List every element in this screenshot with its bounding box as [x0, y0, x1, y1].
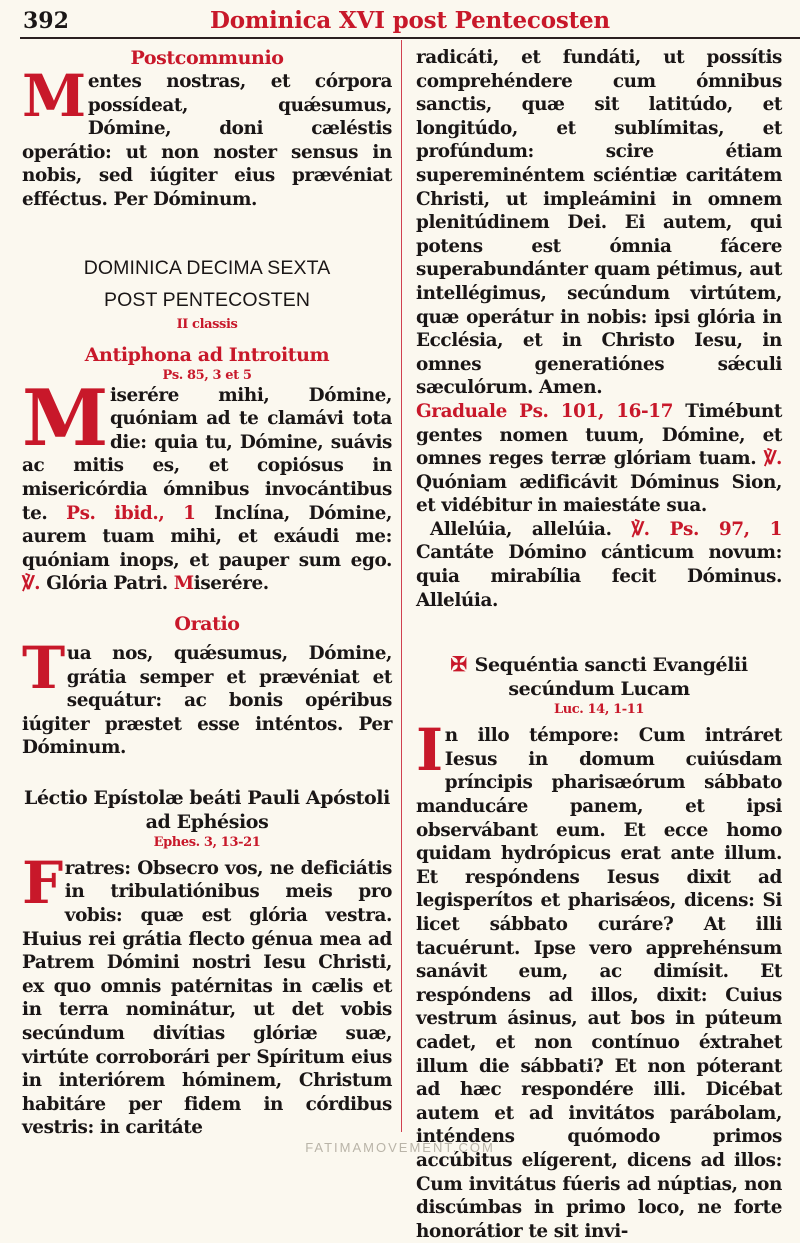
right-column [416, 46, 782, 1243]
evangelium-text: In illo témpore: Cum intráret Iesus in domum cuiúsdam príncipis pharisæórum sábbato manducáre panem, et ipsi observábant eum. Et ecce homo quidam hydrópicus erat ante illum. Et respóndens Iesus dixit ad legisperítos et pharisǽos, dicens: Si licet sábbato curáre? At illi tacuérunt. Ipse vero apprehénsum sanávit eum, ac dimísit. Et respóndens ad illos, dixit: Cuius vestrum ásinus, aut bos in púteum cadet, et non contínuo éxtrahet illum die sábbati? Et non póterant ad hæc respondére illi. Dicébat autem et ad invitátos parábolam, inténdens quómodo primos accúbitus elígerent, dicens ad illos: Cum invitátus fúeris ad núptias, non discúmbas in primo loco, ne forte honorátior te sit invi- [416, 716, 782, 1242]
column-divider [401, 40, 402, 1132]
evangelium-title: ✠ Sequéntia sancti Evangélii secúndum Lucam [450, 652, 748, 701]
alleluia-ref: ℣. Ps. 97, 1 [631, 518, 782, 540]
running-title: Dominica XVI post Pentecosten [210, 7, 610, 34]
introitus-ref: Ps. 85, 3 et 5 [162, 367, 252, 383]
drop-cap: T [22, 633, 65, 702]
drop-cap: I [416, 716, 443, 785]
postcommunio-text: Mentes nostras, et córpora possídeat, quǽsumus, Dómine, doni cæléstis operátio: ut non noster sensus in nobis, sed iúgiter eius prævéniat efféctus. Per Dóminum. [22, 62, 392, 210]
drop-cap: F [22, 848, 63, 917]
repeat-initial: M [173, 573, 194, 595]
graduale-text: Graduale Ps. 101, 16-17 Timébunt gentes nomen tuum, Dómine, et omnes reges terræ glóriam tuam. ℣. Quóniam ædificávit Dóminus Sion, et vidébitur in maiestáte sua. [416, 400, 782, 517]
versicle-sign: ℣. [763, 448, 782, 470]
introitus-ref2: Ps. ibid., 1 [66, 502, 196, 524]
postcommunio-title: Postcommunio [130, 47, 284, 69]
left-column [22, 46, 392, 1140]
page-header [0, 0, 800, 40]
lectio-continuation: radicáti, et fundáti, ut possítis comprehéndere cum ómnibus sanctis, quæ sit latitúdo, et longitúdo, et sublímitas, et profúndum: scire étiam supereminéntem sciéntiæ caritátem Christi, ut impleámini in omnem plenitúdinem Dei. Ei autem, qui potens est ómnia fácere superabundánter quam pétimus, aut intellégimus, secúndum virtútem, quæ operátur in nobis: ipsi glória in Ecclésia, et in Christo Iesu, in omnes generatiónes sǽculi sæculórum. Amen. [416, 47, 782, 399]
feast-classis: II classis [176, 316, 238, 332]
oratio-text: Tua nos, quǽsumus, Dómine, grátia semper et prævéniat et sequátur: ac bonis opéribus iúgiter præstet esse inténtos. Per Dóminum. [22, 633, 392, 759]
introitus-text: Miserére mihi, Dómine, quóniam ad te clamávi tota die: quia tu, Dómine, suávis ac mitis es, et copiósus in misericórdia ómnibus invocántibus te. Ps. ibid., 1 Inclína, Dómine, aurem tuam mihi, et exáudi me: quóniam inops, et pauper sum ego. ℣. Glória Patri. Miserére. [22, 372, 392, 595]
lectio-title-line2: ad Ephésios [145, 810, 269, 833]
feast-title-line1: DOMINICA DECIMA SEXTA [83, 256, 331, 279]
drop-cap: M [22, 372, 108, 464]
watermark: FATIMAMOVEMENT.COM [305, 1140, 495, 1155]
versicle-sign: ℣. [22, 573, 41, 595]
header-rule [20, 37, 800, 39]
lectio-text: Fratres: Obsecro vos, ne deficiátis in tribulatiónibus meis pro vobis: quæ est glória vestra. Huius rei grátia flecto génua mea ad Patrem Dómini nostri Iesu Christi, ex quo omnis patérnitas in cælis et in terra nominátur, ut det vobis secúndum divítias glóriæ suæ, virtúte corroborári per Spíritum eius in interiórem hóminem, Christum habitáre per fidem in córdibus vestris: in caritáte [22, 848, 392, 1139]
drop-cap: M [22, 62, 86, 130]
alleluia-text: Allelúia, allelúia. ℣. Ps. 97, 1 Cantáte Dómino cánticum novum: quia mirabília fecit Dóminus. Allelúia. [416, 518, 782, 611]
lectio-ref: Ephes. 3, 13-21 [153, 834, 261, 850]
oratio-title: Oratio [174, 612, 240, 635]
graduale-title: Graduale Ps. 101, 16-17 [416, 400, 674, 422]
evangelium-ref: Luc. 14, 1-11 [553, 702, 645, 718]
introitus-title: Antiphona ad Introitum [84, 343, 330, 366]
page-number: 392 [23, 8, 69, 34]
lectio-title-line1: Léctio Epístolæ beáti Pauli Apóstoli [24, 786, 390, 809]
cross-icon: ✠ [450, 652, 467, 677]
feast-title-line2: POST PENTECOSTEN [103, 288, 311, 311]
